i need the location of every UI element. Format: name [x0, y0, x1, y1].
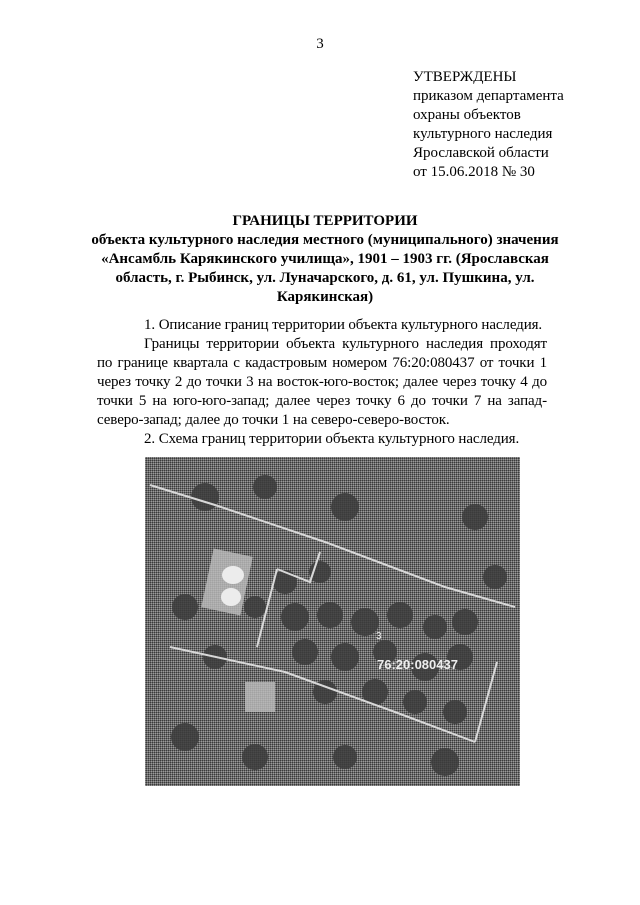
section1-text: Границы территории объекта культурного наследия проходят по границе квартала с кадастровым номером 76:20:080437 от точки 1 через точку 2 до точки 3 на восток-юго-восток; далее через точку 4 до точки 5 на юго-юго-запад; далее через точку 6 до точки 7 на запад-северо-запад; далее до точки 1 на северо-северо-восток.: [97, 336, 547, 428]
approval-line: Ярославской области: [413, 145, 549, 161]
section1-heading: 1. Описание границ территории объекта культурного наследия.: [144, 317, 543, 333]
document-flow: [97, 316, 547, 786]
title-subtitle: объекта культурного наследия местного (муниципального) значения «Ансамбль Карякинского училища», 1901 – 1903 гг. (Ярославская область, г. Рыбинск, ул. Луначарского, д. 61, ул. Пушкина, ул. Карякинская): [91, 232, 559, 305]
title-heading: ГРАНИЦЫ ТЕРРИТОРИИ: [232, 213, 418, 229]
approval-block: [413, 68, 564, 182]
document-body: [97, 316, 547, 449]
section2-heading: 2. Схема границ территории объекта культурного наследия.: [144, 431, 520, 447]
map-point-label: 3: [376, 631, 382, 642]
approval-line: приказом департамента: [413, 88, 564, 104]
approval-line: охраны объектов: [413, 107, 521, 123]
approval-line: УТВЕРЖДЕНЫ: [413, 69, 517, 85]
page-number: 3: [316, 36, 324, 52]
boundary-map-image: [145, 457, 520, 786]
approval-line: от 15.06.2018 № 30: [413, 164, 535, 180]
approval-line: культурного наследия: [413, 126, 553, 142]
document-title: [90, 212, 560, 307]
cadastral-number-label: 76:20:080437: [377, 657, 458, 672]
